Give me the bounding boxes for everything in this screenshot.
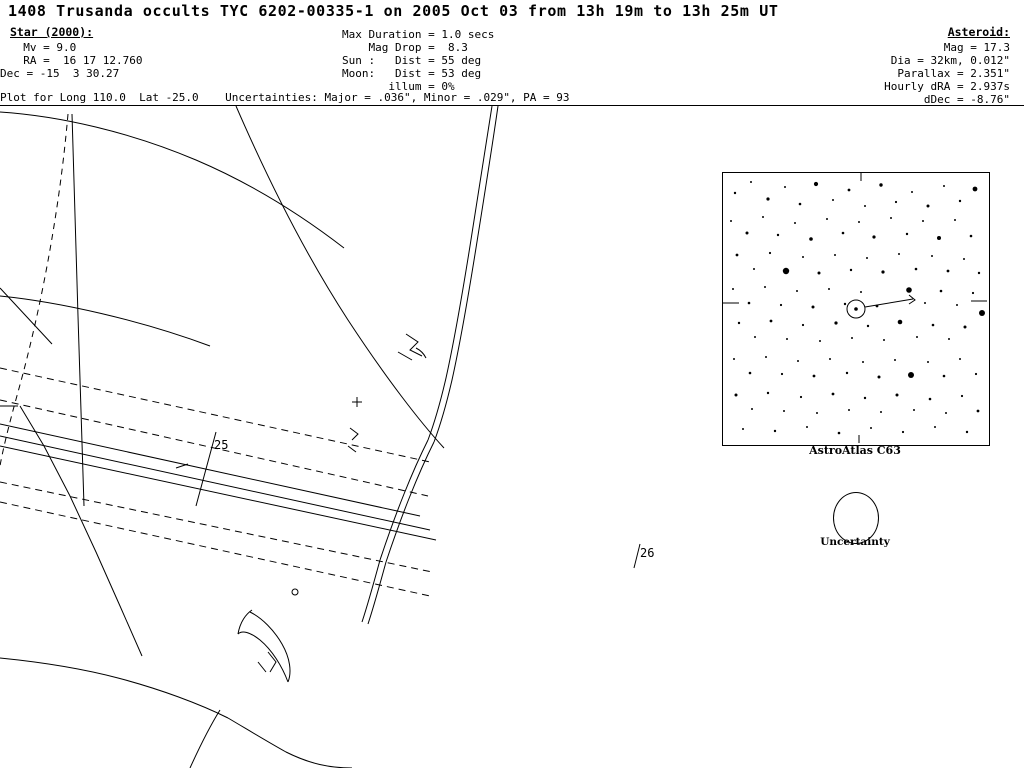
asteroid-dia-line: Dia = 32km, 0.012": [844, 54, 1010, 67]
star-field-graphics: [723, 173, 987, 443]
star-ra-line: RA = 16 17 12.760: [10, 54, 143, 67]
time-label-25: 25: [214, 438, 229, 452]
uncertainty-caption: Uncertainty: [820, 536, 890, 548]
header: [0, 0, 1024, 106]
sun-dist-line: Sun : Dist = 55 deg: [342, 54, 482, 67]
track-detail: [238, 334, 426, 682]
plot-location-cross: [352, 397, 362, 407]
time-label-26: 26: [640, 546, 655, 560]
page-title: 1408 Trusanda occults TYC 6202-00335-1 on 2005 Oct 03 from 13h 19m to 13h 25m UT: [8, 2, 779, 20]
star-field-dots: [730, 181, 985, 434]
coastline-paths: [0, 106, 444, 768]
star-chart-caption: AstroAtlas C63: [809, 444, 901, 457]
dashed-meridian: [0, 114, 68, 466]
max-duration-line: Max Duration = 1.0 secs: [342, 28, 495, 41]
station-marker-circle: [292, 589, 298, 595]
asteroid-mag-line: Mag = 17.3: [897, 41, 1010, 54]
star-dec-line: Dec = -15 3 30.27: [0, 67, 120, 80]
moon-illum-line: illum = 0%: [342, 80, 455, 93]
star-section-heading: Star (2000):: [10, 25, 94, 39]
asteroid-motion-line: [865, 295, 915, 307]
asteroid-hourly-dra-line: Hourly dRA = 2.937s: [884, 80, 1010, 93]
plot-parameters-line: Plot for Long 110.0 Lat -25.0 Uncertainties: Major = .036", Minor = .029", PA = 93: [0, 91, 570, 104]
mag-drop-line: Mag Drop = 8.3: [342, 41, 468, 54]
shadow-track: [362, 106, 498, 624]
asteroid-ddec-line: dDec = -8.76": [884, 93, 1010, 106]
target-star-marker: [847, 300, 865, 318]
star-mv-line: Mv = 9.0: [10, 41, 77, 54]
star-chart-inset: [722, 172, 990, 446]
asteroid-parallax-line: Parallax = 2.351": [884, 67, 1010, 80]
moon-dist-line: Moon: Dist = 53 deg: [342, 67, 482, 80]
asteroid-section-heading: Asteroid:: [947, 25, 1010, 39]
occultation-path-uncertainty-limits: [0, 368, 432, 596]
